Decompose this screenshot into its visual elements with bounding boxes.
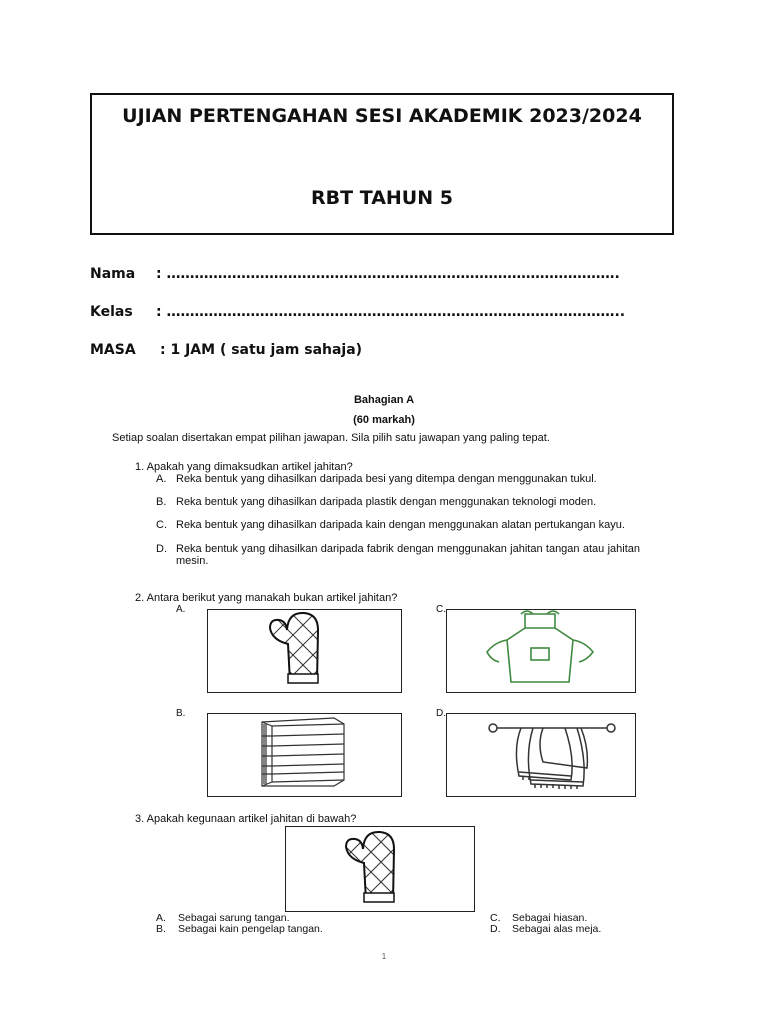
- q1-option-c: [156, 520, 640, 532]
- masa-row: [90, 342, 362, 358]
- question-2: 2. Antara berikut yang manakah bukan artikel jahitan?: [135, 592, 398, 604]
- kelas-field: : ……………………………………………………………………………………..: [156, 304, 626, 320]
- option-key: D.: [156, 543, 167, 555]
- option-key: B.: [156, 923, 166, 935]
- option-text: Reka bentuk yang dihasilkan daripada plastik dengan menggunakan teknologi moden.: [176, 496, 597, 508]
- option-text: Reka bentuk yang dihasilkan daripada fabrik dengan menggunakan jahitan tangan atau jahitan mesin.: [176, 543, 640, 567]
- option-key: A.: [156, 473, 167, 485]
- option-text: Sebagai hiasan.: [512, 912, 588, 924]
- kelas-row: [90, 304, 625, 320]
- option-key: B.: [156, 496, 167, 508]
- option-text: Sebagai kain pengelap tangan.: [178, 923, 323, 935]
- option-text: Sebagai sarung tangan.: [178, 912, 290, 924]
- option-key: C.: [490, 912, 501, 924]
- instruction-text: Setiap soalan disertakan empat pilihan jawapan. Sila pilih satu jawapan yang paling tepat.: [112, 432, 550, 444]
- q1-option-d: [156, 544, 640, 567]
- q3-option-d: [490, 923, 601, 935]
- kelas-label: Kelas: [90, 304, 133, 320]
- option-key: D.: [490, 923, 501, 935]
- q1-option-a: [156, 474, 640, 486]
- q2-image-d: [446, 713, 636, 797]
- page-number: 1: [381, 952, 387, 961]
- nama-row: [90, 266, 620, 282]
- masa-value: : 1 JAM ( satu jam sahaja): [160, 342, 363, 358]
- q3-option-b: [156, 923, 323, 935]
- oven-mitt-icon: [208, 610, 400, 691]
- option-key: C.: [156, 519, 167, 531]
- section-marks: (60 markah): [353, 414, 415, 426]
- section-name: Bahagian A: [353, 394, 415, 406]
- nama-label: Nama: [90, 266, 136, 282]
- shelf-icon: [208, 714, 400, 795]
- q3-image: [285, 826, 475, 912]
- title-box: [90, 93, 674, 235]
- masa-label: MASA: [90, 342, 136, 358]
- question-1: 1. Apakah yang dimaksudkan artikel jahitan?: [135, 461, 353, 473]
- q2-label-d: D.: [436, 708, 446, 719]
- question-3: 3. Apakah kegunaan artikel jahitan di bawah?: [135, 813, 357, 825]
- option-key: A.: [156, 912, 166, 924]
- exam-title: UJIAN PERTENGAHAN SESI AKADEMIK 2023/2024: [122, 105, 642, 127]
- q2-image-b: [207, 713, 402, 797]
- subject-title: RBT TAHUN 5: [311, 187, 453, 209]
- towel-rack-icon: [447, 714, 634, 795]
- option-text: Reka bentuk yang dihasilkan daripada besi yang ditempa dengan menggunakan tukul.: [176, 473, 597, 485]
- q2-image-c: [446, 609, 636, 693]
- oven-mitt-icon: [286, 827, 473, 910]
- q2-label-b: B.: [176, 708, 186, 719]
- option-text: Reka bentuk yang dihasilkan daripada kain dengan menggunakan alatan pertukangan kayu.: [176, 519, 625, 531]
- q2-label-c: C.: [436, 604, 446, 615]
- q2-image-a: [207, 609, 402, 693]
- apron-icon: [447, 610, 634, 691]
- option-text: Sebagai alas meja.: [512, 923, 602, 935]
- nama-field: : …………………………………………………………………………………….: [156, 266, 620, 282]
- q2-label-a: A.: [176, 604, 186, 615]
- q1-option-b: [156, 497, 640, 509]
